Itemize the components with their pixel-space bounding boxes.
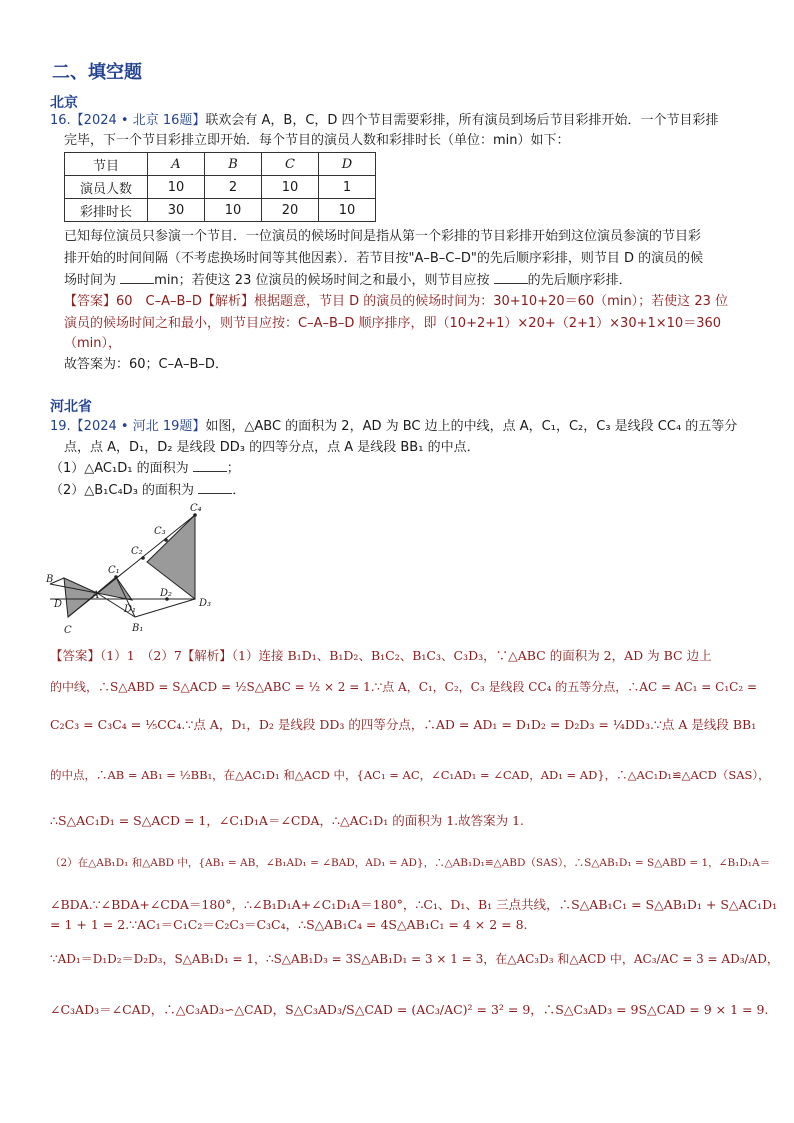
label-c1: C₁ xyxy=(108,565,120,576)
q19-part1-text: （1）△AC₁D₁ 的面积为 xyxy=(50,461,189,476)
q16-line4: 排开始的时间间隔（不考虑换场时间等其他因素）．若节目按"A–B–C–D"的先后顺序彩排，则节目 D 的演员的候 xyxy=(64,251,704,266)
answer-blank xyxy=(494,271,528,284)
label-a: A xyxy=(92,590,100,601)
q16-line5a: 场时间为 xyxy=(64,273,117,288)
q19-solution-8: = 1 + 1 = 2.∵AC₁＝C₁C₂＝C₂C₃＝C₃C₄，∴S△AB₁C₄ = 4S△AB₁C₁ = 4 × 2 = 8. xyxy=(50,917,528,932)
q19-solution-3: C₂C₃ = C₃C₄ = ⅕CC₄.∵点 A，D₁，D₂ 是线段 DD₃ 的四等分点，∴AD = AD₁ = D₁D₂ = D₂D₃ = ¼DD₃.∵点 A 是线段 BB₁ xyxy=(50,717,757,732)
region-beijing: 北京 xyxy=(50,95,78,111)
table-row xyxy=(65,199,376,222)
label-d3: D₃ xyxy=(199,598,212,609)
table-header-cell: 节目 xyxy=(65,153,148,176)
table-cell: 1 xyxy=(319,176,376,199)
table-cell: 10 xyxy=(319,199,376,222)
q16-answer2: 演员的候场时间之和最小，则节目应按：C–A–B–D 顺序排序，即（10+2+1）×20+（2+1）×30+1×10＝360 xyxy=(64,316,722,331)
q16-line2: 完毕，下一个节目彩排立即开始．每个节目的演员人数和彩排时长（单位：min）如下： xyxy=(64,133,570,148)
answer-blank xyxy=(120,271,154,284)
q19-text1: 如图，△ABC 的面积为 2，AD 为 BC 边上的中线，点 A，C₁，C₂，C₃ 是线段 CC₄ 的五等分 xyxy=(205,419,738,434)
q16-line1 xyxy=(50,110,750,132)
label-d1: D₁ xyxy=(124,604,137,615)
label-d2: D₂ xyxy=(160,588,173,599)
q19-solution-10: ∠C₃AD₃＝∠CAD，∴△C₃AD₃∽△CAD，S△C₃AD₃/S△CAD = (AC₃/AC)² = 3² = 9，∴S△C₃AD₃ = 9S△CAD = 9 × 1 = 9. xyxy=(50,1002,769,1017)
q16-source: 16.【2024 • 北京 16题】 xyxy=(50,113,206,128)
table-cell: 10 xyxy=(148,176,205,199)
label-c3: C₃ xyxy=(154,526,166,537)
table-cell: 2 xyxy=(205,176,262,199)
label-c: C xyxy=(64,625,72,636)
table-cell: 演员人数 xyxy=(65,176,148,199)
q16-table xyxy=(64,152,376,222)
table-header-cell: D xyxy=(319,153,376,176)
label-b: B xyxy=(46,574,54,585)
q19-solution-1: 【答案】（1）1 （2）7【解析】（1）连接 B₁D₁、B₁D₂、B₁C₂、B₁C₃、C₃D₃，∵△ABC 的面积为 2，AD 为 BC 边上 xyxy=(50,648,712,663)
table-cell: 30 xyxy=(148,199,205,222)
q19-part2: （2）△B₁C₄D₃ 的面积为 ． xyxy=(50,483,246,498)
section-title: 二、填空题 xyxy=(52,62,142,83)
q19-solution-2: 的中线，∴S△ABD = S△ACD = ½S△ABC = ½ × 2 = 1.∵点 A，C₁，C₂，C₃ 是线段 CC₄ 的五等分点，∴AC = AC₁ = C₁C₂ = xyxy=(50,680,758,694)
q19-part1: （1）△AC₁D₁ 的面积为 ； xyxy=(50,461,240,476)
q16-line3: 已知每位演员只参演一个节目．一位演员的候场时间是指从第一个彩排的节目彩排开始到这位演员参演的节目彩 xyxy=(64,229,702,244)
q16-line5 xyxy=(64,270,754,292)
q19-part2-text: （2）△B₁C₄D₃ 的面积为 xyxy=(50,483,195,498)
table-header-cell: B xyxy=(205,153,262,176)
table-row xyxy=(65,176,376,199)
q16-line5c: 的先后顺序彩排． xyxy=(527,273,632,288)
q16-answer1: 【答案】60 C–A–B–D【解析】根据题意，节目 D 的演员的候场时间为：30+10+20＝60（min）；若使这 23 位 xyxy=(64,294,728,309)
q16-answer3: （min）， xyxy=(64,336,122,351)
table-cell: 彩排时长 xyxy=(65,199,148,222)
q16-answer4: 故答案为：60；C–A–B–D． xyxy=(64,357,228,372)
q19-line2: 点，点 A，D₁，D₂ 是线段 DD₃ 的四等分点，点 A 是线段 BB₁ 的中点． xyxy=(64,440,480,455)
q19-solution-7: ∠BDA.∵∠BDA+∠CDA＝180°，∴∠B₁D₁A+∠C₁D₁A＝180°，∴C₁、D₁、B₁ 三点共线，∴S△AB₁C₁ = S△AB₁D₁ + S△AC₁D₁ xyxy=(50,897,778,912)
label-b1: B₁ xyxy=(132,623,144,634)
table-cell: 10 xyxy=(262,176,319,199)
q16-line5b: min；若使这 23 位演员的候场时间之和最小，则节目应按 xyxy=(154,273,490,288)
region-hebei: 河北省 xyxy=(50,399,92,415)
label-c2: C₂ xyxy=(131,546,143,557)
table-header-cell: C xyxy=(262,153,319,176)
answer-blank xyxy=(198,481,232,494)
q19-solution-9: ∵AD₁＝D₁D₂＝D₂D₃，S△AB₁D₁ = 1，∴S△AB₁D₃ = 3S△AB₁D₁ = 3 × 1 = 3，在△AC₃D₃ 和△ACD 中，AC₃/AC = 3 = AD₃/AD， xyxy=(50,952,779,966)
q19-solution-6: （2）在△AB₁D₁ 和△ABD 中，{AB₁ = AB，∠B₁AD₁ = ∠BAD，AD₁ = AD}，∴△AB₁D₁≌△ABD（SAS），∴S△AB₁D₁ = S△ABD = 1，∠B₁D₁A＝ xyxy=(50,857,771,869)
q19-line1 xyxy=(50,416,750,438)
label-d: D xyxy=(54,599,63,610)
q19-solution-4: 的中点，∴AB = AB₁ = ½BB₁，在△AC₁D₁ 和△ACD 中，{AC₁ = AC，∠C₁AD₁ = ∠CAD，AD₁ = AD}，∴△AC₁D₁≌△ACD（SAS）， xyxy=(50,768,770,782)
label-c4: C₄ xyxy=(190,503,202,514)
geometry-figure xyxy=(44,500,224,645)
q19-solution-5: ∴S△AC₁D₁ = S△ACD = 1，∠C₁D₁A＝∠CDA，∴△AC₁D₁ 的面积为 1.故答案为 1. xyxy=(50,813,525,828)
answer-blank xyxy=(193,459,227,472)
table-cell: 20 xyxy=(262,199,319,222)
q19-source: 19.【2024 • 河北 19题】 xyxy=(50,419,206,434)
table-cell: 10 xyxy=(205,199,262,222)
q16-text1: 联欢会有 A，B，C，D 四个节目需要彩排，所有演员到场后节目彩排开始．一个节目彩排 xyxy=(205,113,719,128)
table-header-cell: A xyxy=(148,153,205,176)
table-header-row xyxy=(65,153,376,176)
